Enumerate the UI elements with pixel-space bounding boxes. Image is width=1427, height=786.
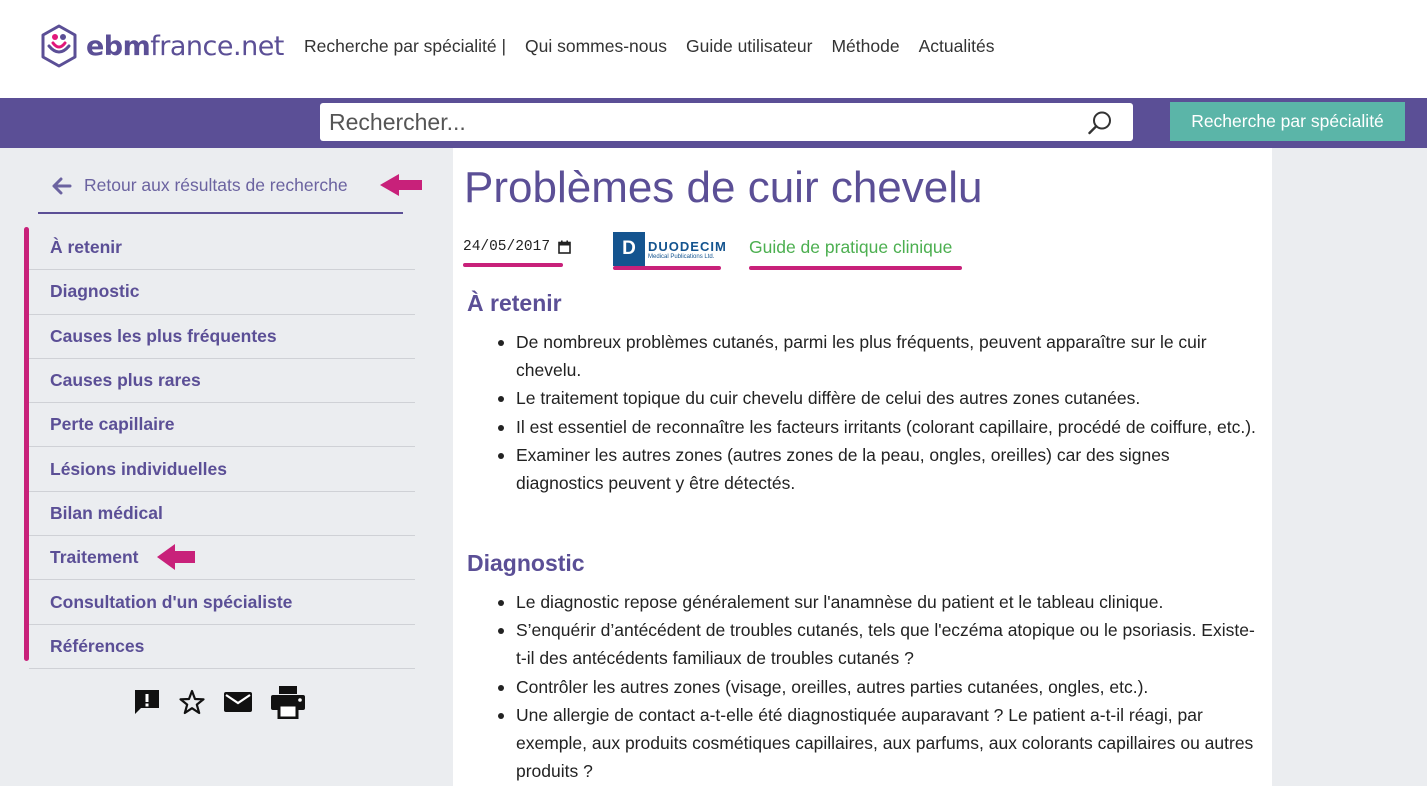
toc-item-causes-frequentes[interactable]: Causes les plus fréquentes <box>29 315 415 359</box>
feedback-icon[interactable] <box>133 688 161 721</box>
toc-item-traitement[interactable]: Traitement <box>29 536 415 580</box>
list-item: Contrôler les autres zones (visage, oreilles, autres parties cutanées, ongles, etc.). <box>497 673 1257 701</box>
toc-item-a-retenir[interactable]: À retenir <box>29 226 415 270</box>
arrow-left-icon <box>52 177 72 195</box>
toc-item-lesions-individuelles[interactable]: Lésions individuelles <box>29 447 415 491</box>
logo[interactable] <box>40 24 284 68</box>
specialty-search-button[interactable]: Recherche par spécialité <box>1170 102 1405 141</box>
publisher-logo-text <box>648 232 727 266</box>
section-list-a-retenir <box>497 328 1257 497</box>
calendar-icon <box>558 240 571 254</box>
publication-date-value: 24/05/2017 <box>463 239 551 255</box>
print-icon[interactable] <box>270 685 306 724</box>
callout-arrow-icon <box>379 172 423 198</box>
logo-text: ebmfrance.net <box>86 30 284 62</box>
back-link-underline <box>38 212 403 214</box>
list-item: De nombreux problèmes cutanés, parmi les plus fréquents, peuvent apparaître sur le cuir chevelu. <box>497 328 1257 384</box>
top-nav <box>304 36 1013 57</box>
publisher-logo <box>613 232 727 266</box>
nav-actualites[interactable]: Actualités <box>918 36 995 56</box>
search-input[interactable] <box>320 103 1080 141</box>
callout-arrow-icon <box>156 542 196 572</box>
guide-type-highlight <box>749 266 962 270</box>
toc-item-diagnostic[interactable]: Diagnostic <box>29 270 415 314</box>
star-icon[interactable] <box>178 688 206 721</box>
nav-qui-sommes-nous[interactable]: Qui sommes-nous <box>525 36 668 56</box>
top-header <box>0 0 1427 98</box>
toc-item-references[interactable]: Références <box>29 625 415 669</box>
list-item: Examiner les autres zones (autres zones de la peau, ongles, oreilles) car des signes diagnostics peuvent y être détectés. <box>497 441 1257 497</box>
section-list-diagnostic <box>497 588 1257 785</box>
publisher-subtitle: Medical Publications Ltd. <box>648 253 715 260</box>
logo-icon <box>40 24 78 68</box>
list-item: Il est essentiel de reconnaître les facteurs irritants (colorant capillaire, procédé de coiffure, etc.). <box>497 413 1257 441</box>
page-title: Problèmes de cuir chevelu <box>464 163 983 212</box>
table-of-contents <box>29 226 415 669</box>
publisher-name: DUODECIM <box>648 238 727 254</box>
section-heading-a-retenir: À retenir <box>467 290 562 316</box>
section-heading-diagnostic: Diagnostic <box>467 550 585 576</box>
nav-guide-utilisateur[interactable]: Guide utilisateur <box>686 36 813 56</box>
article-tools <box>133 685 323 724</box>
toc-item-consultation-specialiste[interactable]: Consultation d'un spécialiste <box>29 580 415 624</box>
publisher-highlight <box>613 266 721 270</box>
toc-item-causes-rares[interactable]: Causes plus rares <box>29 359 415 403</box>
list-item: Le diagnostic repose généralement sur l'anamnèse du patient et le tableau clinique. <box>497 588 1257 616</box>
publisher-logo-mark: D <box>613 232 645 266</box>
mail-icon[interactable] <box>223 689 253 720</box>
back-to-results-label: Retour aux résultats de recherche <box>84 175 348 195</box>
toc-item-bilan-medical[interactable]: Bilan médical <box>29 492 415 536</box>
date-highlight <box>463 263 563 267</box>
list-item: Une allergie de contact a-t-elle été diagnostiquée auparavant ? Le patient a-t-il réagi, par exemple, aux produits cosmétiques capillaires, aux parfums, aux colorants capillaires ou autres produits ? <box>497 701 1257 786</box>
search-band <box>0 98 1427 148</box>
nav-recherche-specialite[interactable]: Recherche par spécialité | <box>304 36 507 56</box>
article <box>453 148 1272 786</box>
toc-item-perte-capillaire[interactable]: Perte capillaire <box>29 403 415 447</box>
list-item: Le traitement topique du cuir chevelu diffère de celui des autres zones cutanées. <box>497 384 1257 412</box>
guide-type-label: Guide de pratique clinique <box>749 237 953 257</box>
list-item: S’enquérir d’antécédent de troubles cutanés, tels que l'eczéma atopique ou le psoriasis. Existe-t-il des antécédents familiaux de troubles cutanés ? <box>497 616 1257 672</box>
back-to-results-link[interactable] <box>52 175 348 196</box>
search-box <box>320 103 1133 141</box>
nav-methode[interactable]: Méthode <box>831 36 900 56</box>
search-icon[interactable] <box>1087 110 1113 136</box>
publication-date <box>463 239 571 255</box>
